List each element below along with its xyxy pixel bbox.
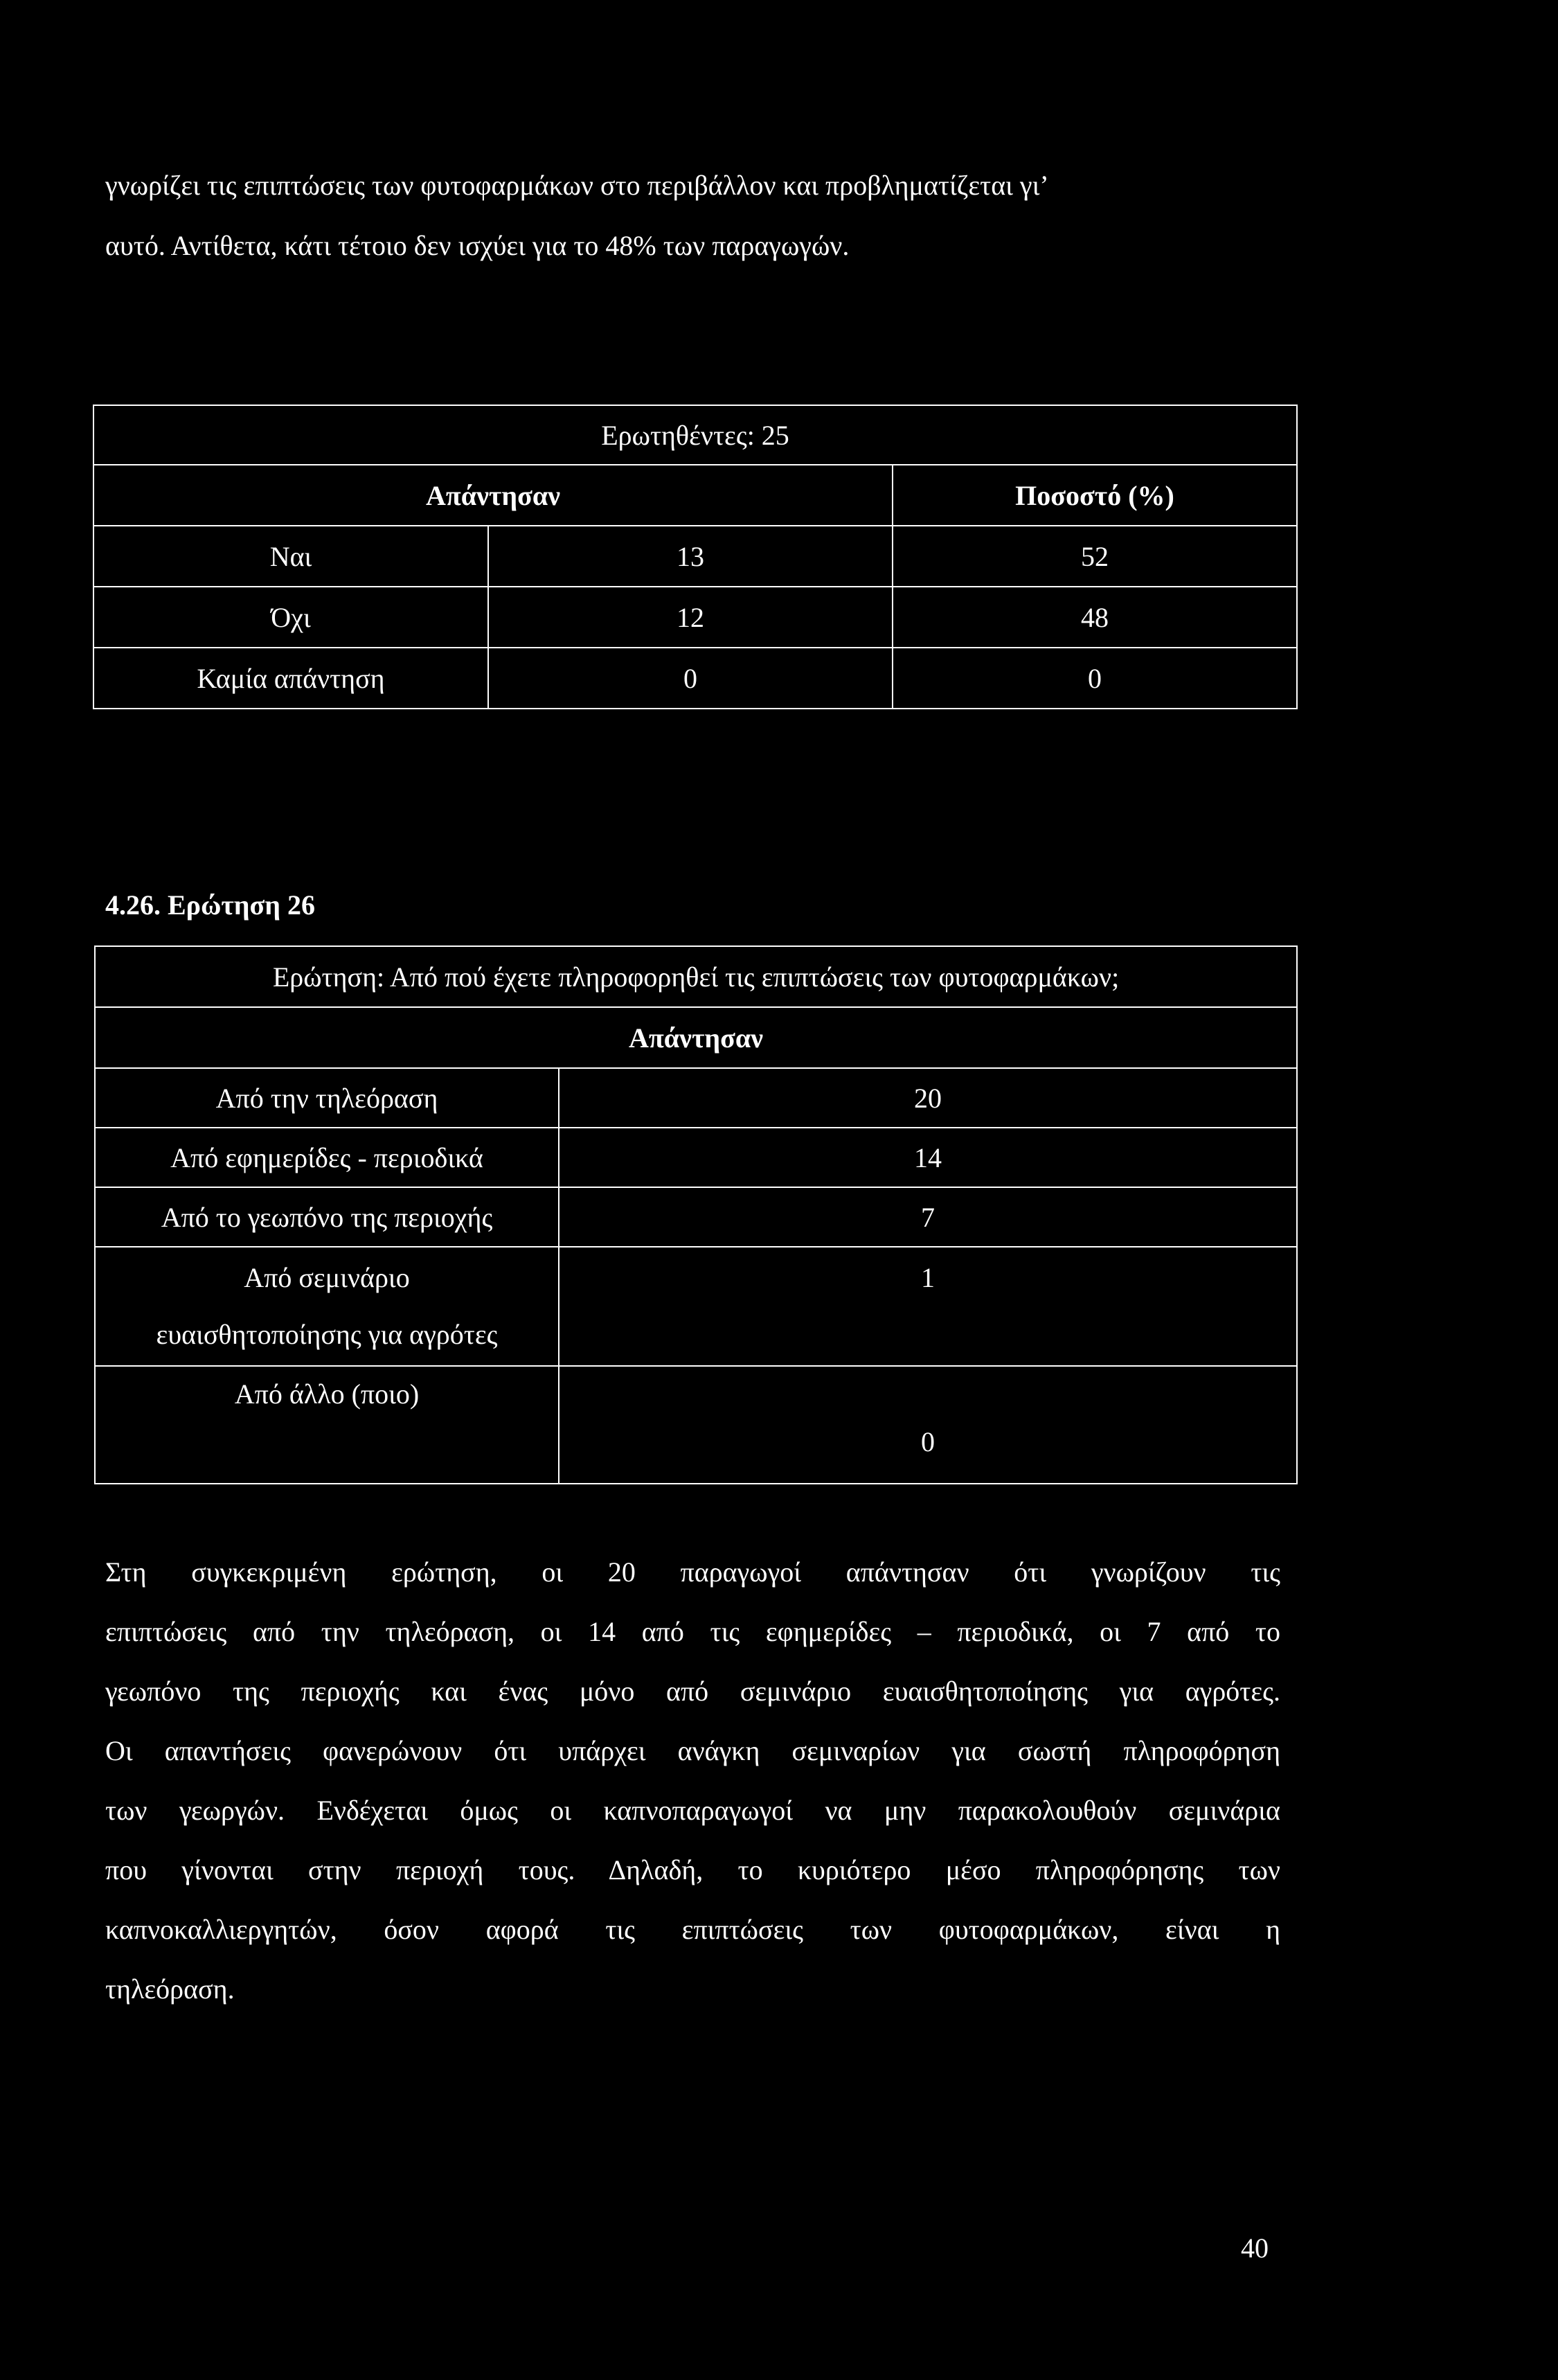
table-row — [93, 648, 1297, 709]
row-label: Από το γεωπόνο της περιοχής — [95, 1187, 559, 1247]
row-label: Καμία απάντηση — [93, 648, 488, 709]
paragraph-line-2: επιπτώσεις από την τηλεόραση, οι 14 από τις εφημερίδες – περιοδικά, οι 7 από το — [105, 1616, 1280, 1647]
paragraph-line-3: γεωπόνο της περιοχής και ένας μόνο από σεμινάριο ευαισθητοποίησης για αγρότες. — [105, 1676, 1280, 1707]
paragraph-line-7: καπνοκαλλιεργητών, όσον αφορά τις επιπτώσεις των φυτοφαρμάκων, είναι η — [105, 1914, 1280, 1945]
paragraph-line-4: Οι απαντήσεις φανερώνουν ότι υπάρχει ανάγκη σεμιναρίων για σωστή πληροφόρηση — [105, 1735, 1280, 1766]
row-count: 12 — [488, 587, 893, 648]
paragraph-line-5: των γεωργών. Ενδέχεται όμως οι καπνοπαραγωγοί να μην παρακολουθούν σεμινάρια — [105, 1795, 1280, 1826]
row-count: 20 — [559, 1068, 1297, 1128]
table-row — [95, 1187, 1297, 1247]
row-percent: 52 — [893, 526, 1297, 587]
respondents-caption: Ερωτηθέντες: 25 — [93, 405, 1297, 465]
table-row — [95, 1366, 1297, 1484]
respondents-table — [93, 405, 1298, 709]
row-count: 1 — [559, 1247, 1297, 1366]
table-row — [93, 526, 1297, 587]
information-sources-table — [94, 945, 1298, 1484]
table-row — [93, 587, 1297, 648]
table-row — [95, 1068, 1297, 1128]
row-label: Ναι — [93, 526, 488, 587]
row-label-line-2: ευαισθητοποίησης για αγρότες — [156, 1319, 498, 1350]
row-label — [95, 1247, 559, 1366]
paragraph-line-6: που γίνονται στην περιοχή τους. Δηλαδή, το κυριότερο μέσο πληροφόρησης των — [105, 1854, 1280, 1885]
row-label: Από την τηλεόραση — [95, 1068, 559, 1128]
row-label: Όχι — [93, 587, 488, 648]
paragraph-line-1: Στη συγκεκριμένη ερώτηση, οι 20 παραγωγοί απάντησαν ότι γνωρίζουν τις — [105, 1556, 1280, 1588]
section-heading: 4.26. Ερώτηση 26 — [105, 889, 315, 921]
table-row — [95, 1128, 1297, 1187]
row-percent: 48 — [893, 587, 1297, 648]
row-label: Από εφημερίδες - περιοδικά — [95, 1128, 559, 1187]
row-count: 14 — [559, 1128, 1297, 1187]
row-label-line-1: Από σεμινάριο — [244, 1262, 410, 1293]
row-count: 0 — [559, 1366, 1297, 1484]
answered-header: Απάντησαν — [93, 465, 893, 526]
intro-line-2: αυτό. Αντίθετα, κάτι τέτοιο δεν ισχύει για το 48% των παραγωγών. — [105, 230, 850, 261]
row-count: 0 — [488, 648, 893, 709]
table-row — [95, 1247, 1297, 1366]
row-label: Από άλλο (ποιο) — [95, 1366, 559, 1484]
percent-header: Ποσοστό (%) — [893, 465, 1297, 526]
answered-header: Απάντησαν — [95, 1007, 1297, 1068]
row-count: 13 — [488, 526, 893, 587]
row-count: 7 — [559, 1187, 1297, 1247]
paragraph-line-8: τηλεόραση. — [105, 1973, 235, 2005]
page-number: 40 — [1241, 2232, 1269, 2264]
question-caption: Ερώτηση: Από πού έχετε πληροφορηθεί τις επιπτώσεις των φυτοφαρμάκων; — [95, 946, 1297, 1007]
row-percent: 0 — [893, 648, 1297, 709]
intro-line-1: γνωρίζει τις επιπτώσεις των φυτοφαρμάκων στο περιβάλλον και προβληματίζεται γι’ — [105, 170, 1049, 201]
